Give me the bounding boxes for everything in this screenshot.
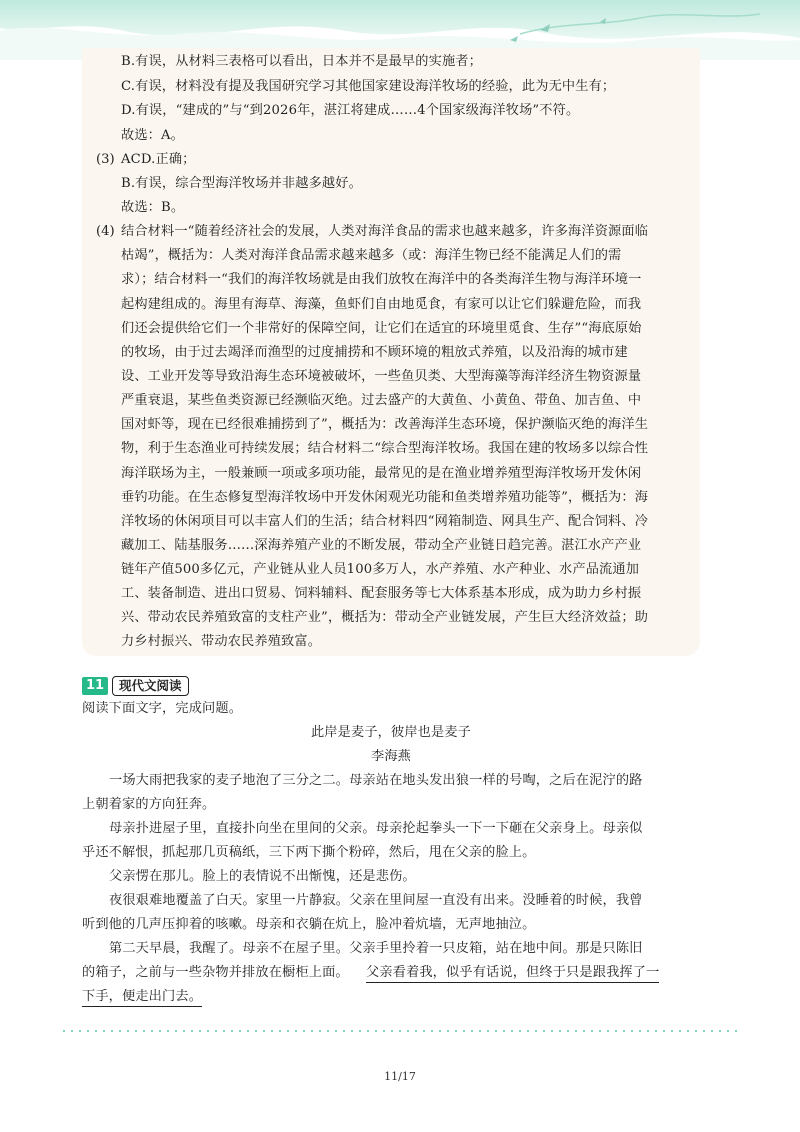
- q4-line: 国对虾等，现在已经很难捕捞到了”，概括为：改善海洋生态环境，保护濒临灭绝的海洋生: [121, 417, 649, 432]
- dotted-divider: [60, 1030, 740, 1032]
- q4-line: 工、装备制造、进出口贸易、饲料辅料、配套服务等七大体系基本形成，成为助力乡村振: [121, 586, 642, 601]
- article-paragraph-line: 父亲愣在那儿。脸上的表情说不出惭愧，还是悲伤。: [109, 869, 416, 884]
- q4-line: 求）；结合材料一“我们的海洋牧场就是由我们放牧在海洋中的各类海洋生物与海洋环境一: [121, 272, 642, 287]
- q4-line: 严重衰退，某些鱼类资源已经濒临灭绝。过去盛产的大黄鱼、小黄鱼、带鱼、加吉鱼、中: [121, 393, 642, 408]
- article-paragraph-line: 乎还不解恨，抓起那几页稿纸，三下两下撕个粉碎，然后，甩在父亲的脸上。: [82, 845, 536, 860]
- article-paragraph-line: 听到他的几声压抑着的咳嗽。母亲和衣躺在炕上，脸冲着炕墙，无声地抽泣。: [82, 917, 536, 932]
- option-c-line: C.有误，材料没有提及我国研究学习其他国家建设海洋牧场的经验，此为无中生有；: [121, 79, 616, 94]
- q4-line: 垂钓功能。在生态修复型海洋牧场中开发休闲观光功能和鱼类增养殖功能等”，概括为：海: [121, 490, 649, 505]
- q4-line: 藏加工、陆基服务……深海养殖产业的不断发展，带动全产业链日趋完善。湛江水产产业: [121, 538, 642, 553]
- article-paragraph-line: 第二天早晨，我醒了。母亲不在屋子里。父亲手里拎着一只皮箱，站在地中间。那是只陈旧: [109, 941, 643, 956]
- section-number-badge: 11: [82, 677, 108, 695]
- question-3-number: (3): [96, 152, 115, 167]
- article-paragraph-line: 夜很艰难地覆盖了白天。家里一片静寂。父亲在里间屋一直没有出来。没睡着的时候，我曾: [109, 893, 643, 908]
- q4-line: 兴、带动农民养殖致富的支柱产业”，概括为：带动全产业链发展，产生巨大经济效益；助: [121, 610, 649, 625]
- q4-line: 链年产值500多亿元，产业链从业人员100多万人，水产养殖、水产种业、水产品流通加: [121, 562, 640, 577]
- q4-line: 起构建组成的。海里有海草、海藻，鱼虾们自由地觅食，有家可以让它们躲避危险，而我: [121, 297, 642, 312]
- q4-line: 力乡村振兴、带动农民养殖致富。: [121, 634, 322, 649]
- option-d-line: D.有误，“建成的”与“到2026年，湛江将建成……4个国家级海洋牧场”不符。: [121, 103, 580, 118]
- article-paragraph-line: 的箱子，之前与一些杂物并排放在橱柜上面。: [82, 965, 349, 980]
- page-number: 11/17: [384, 1070, 416, 1083]
- article-paragraph-line: 一场大雨把我家的麦子地泡了三分之二。母亲站在地头发出狼一样的号啕，之后在泥泞的路: [109, 773, 643, 788]
- q4-line: 枯竭”，概括为：人类对海洋食品需求越来越多（或：海洋生物已经不能满足人们的需: [121, 248, 622, 263]
- q4-line: 的牧场，由于过去竭泽而渔型的过度捕捞和不顾环境的粗放式养殖，以及沿海的城市建: [121, 345, 628, 360]
- underlined-sentence: 下手，便走出门去。: [82, 989, 202, 1007]
- q3-line: ACD.正确；: [121, 152, 196, 167]
- q4-line: 设、工业开发等导致沿海生态环境被破坏，一些鱼贝类、大型海藻等海洋经济生物资源量: [121, 369, 642, 384]
- q4-line: 结合材料一“随着经济社会的发展，人类对海洋食品的需求也越来越多，许多海洋资源面临: [121, 224, 649, 239]
- q3-line: B.有误，综合型海洋牧场并非越多越好。: [121, 176, 362, 191]
- underlined-sentence: 父亲看着我，似乎有话说，但终于只是跟我挥了一: [366, 965, 659, 983]
- article-author: 李海燕: [370, 749, 411, 764]
- question-4-number: (4): [96, 224, 115, 239]
- section-type-label: 现代文阅读: [112, 676, 189, 696]
- q4-line: 海洋联场为主，一般兼顾一项或多项功能，最常见的是在渔业增养殖型海洋牧场开发休闲: [121, 466, 642, 481]
- reading-instruction: 阅读下面文字，完成问题。: [82, 701, 243, 716]
- q3-line: 故选：B。: [121, 200, 185, 215]
- answer-choice-line: 故选：A。: [121, 128, 185, 143]
- q4-line: 们还会提供给它们一个非常好的保障空间，让它们在适宜的环境里觅食、生存”“海底原始: [121, 321, 642, 336]
- article-title: 此岸是麦子，彼岸也是麦子: [310, 725, 472, 740]
- q4-line: 物，利于生态渔业可持续发展；结合材料二“综合型海洋牧场。我国在建的牧场多以综合性: [121, 441, 649, 456]
- article-paragraph-line: 上朝着家的方向狂奔。: [82, 797, 216, 812]
- article-paragraph-line: 母亲扑进屋子里，直接扑向坐在里间的父亲。母亲抡起拳头一下一下砸在父亲身上。母亲似: [109, 821, 643, 836]
- option-b-line: B.有误，从材料三表格可以看出，日本并不是最早的实施者；: [121, 54, 482, 69]
- q4-line: 洋牧场的休闲项目可以丰富人们的生活；结合材料四“网箱制造、网具生产、配合饲料、冷: [121, 514, 649, 529]
